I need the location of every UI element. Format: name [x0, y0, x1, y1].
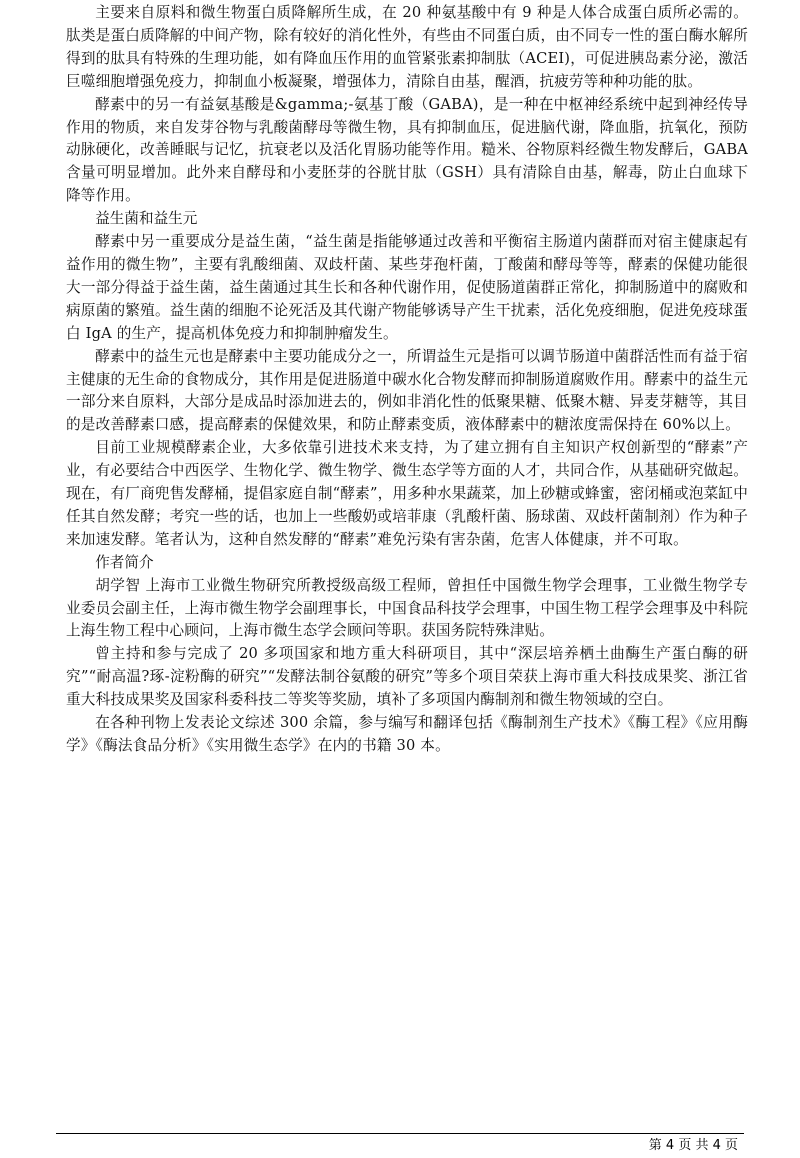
paragraph-industry: 目前工业规模酵素企业，大多依靠引进技术来支持，为了建立拥有自主知识产权创新型的“酵素”产业，有必要结合中西医学、生物化学、微生物学、微生态学等方面的人才，共同合作，从基础研究做起。现在，有厂商兜售发酵桶，提倡家庭自制“酵素”，用多种水果蔬菜，加上砂糖或蜂蜜，密闭桶或泡菜缸中任其自然发酵；考究一些的话，也加上一些酸奶或培菲康（乳酸杆菌、肠球菌、双歧杆菌制剂）作为种子来加速发酵。笔者认为，这种自然发酵的“酵素”难免污染有害杂菌，危害人体健康，并不可取。 [66, 439, 748, 548]
paragraph-amino-acids: 主要来自原料和微生物蛋白质降解所生成，在 20 种氨基酸中有 9 种是人体合成蛋白质所必需的。肽类是蛋白质降解的中间产物，除有较好的消化性外，有些由不同蛋白质，由不同专一性的蛋白酶水解所得到的肽具有特殊的生理功能，如有降血压作用的血管紧张素抑制肽（ACEI)，可促进胰岛素分泌，激活巨噬细胞增强免疫力，抑制血小板凝聚，增强体力，清除自由基，醒酒，抗疲劳等种种功能的肽。 [66, 4, 748, 90]
footer-divider [56, 1133, 744, 1134]
paragraph-probiotics: 酵素中另一重要成分是益生菌，“益生菌是指能够通过改善和平衡宿主肠道内菌群而对宿主健康起有益作用的微生物”，主要有乳酸细菌、双歧杆菌、某些芽孢杆菌，丁酸菌和酵母等等，酵素的保健功能很大一部分得益于益生菌，益生菌通过其生长和各种代谢作用，促使肠道菌群正常化，抑制肠道中的腐败和病原菌的繁殖。益生菌的细胞不论死活及其代谢产物能够诱导产生干扰素，活化免疫细胞，促进免疫球蛋白 IgA 的生产，提高机体免疫力和抑制肿瘤发生。 [66, 233, 748, 342]
paragraph-prebiotics: 酵素中的益生元也是酵素中主要功能成分之一，所谓益生元是指可以调节肠道中菌群活性而有益于宿主健康的无生命的食物成分，其作用是促进肠道中碳水化合物发酵而抑制肠道腐败作用。酵素中的益生元一部分来自原料，大部分是成品时添加进去的，例如非消化性的低聚果糖、低聚木糖、异麦芽糖等，其目的是改善酵素口感，提高酵素的保健效果，和防止酵素变质，液体酵素中的糖浓度需保持在 60%以上。 [66, 347, 748, 434]
page-number: 第 4 页 共 4 页 [648, 1138, 738, 1153]
paragraph-author-publications: 在各种刊物上发表论文综述 300 余篇，参与编写和翻译包括《酶制剂生产技术》《酶工程》《应用酶学》《酶法食品分析》《实用微生态学》在内的书籍 30 本。 [66, 714, 748, 754]
document-body [66, 2, 748, 758]
section-heading-author: 作者简介 [95, 553, 154, 571]
paragraph-author-bio: 胡学智 上海市工业微生物研究所教授级高级工程师，曾担任中国微生物学会理事，工业微生物学专业委员会副主任，上海市微生物学会副理事长，中国食品科技学会理事，中国生物工程学会理事及中科院上海生物工程中心顾问，上海市微生态学会顾问等职。获国务院特殊津贴。 [66, 576, 748, 640]
paragraph-gaba: 酵素中的另一有益氨基酸是&gamma;-氨基丁酸（GABA)，是一种在中枢神经系统中起到神经传导作用的物质，来自发芽谷物与乳酸菌酵母等微生物，具有抑制血压，促进脑代谢，降血脂，抗氧化，预防动脉硬化，改善睡眠与记忆，抗衰老以及活化胃肠功能等作用。糙米、谷物原料经微生物发酵后，GABA 含量可明显增加。此外来自酵母和小麦胚芽的谷胱甘肽（GSH）具有清除自由基，解毒，防止白血球下降等作用。 [66, 95, 748, 205]
paragraph-author-projects: 曾主持和参与完成了 20 多项国家和地方重大科研项目，其中“深层培养栖土曲酶生产蛋白酶的研究”“耐高温?琢-淀粉酶的研究”“发酵法制谷氨酸的研究”等多个项目荣获上海市重大科技成果奖、浙江省重大科技成果奖及国家科委科技二等奖等奖励，填补了多项国内酶制剂和微生物领域的空白。 [66, 645, 748, 709]
section-heading-probiotics: 益生菌和益生元 [95, 210, 198, 228]
